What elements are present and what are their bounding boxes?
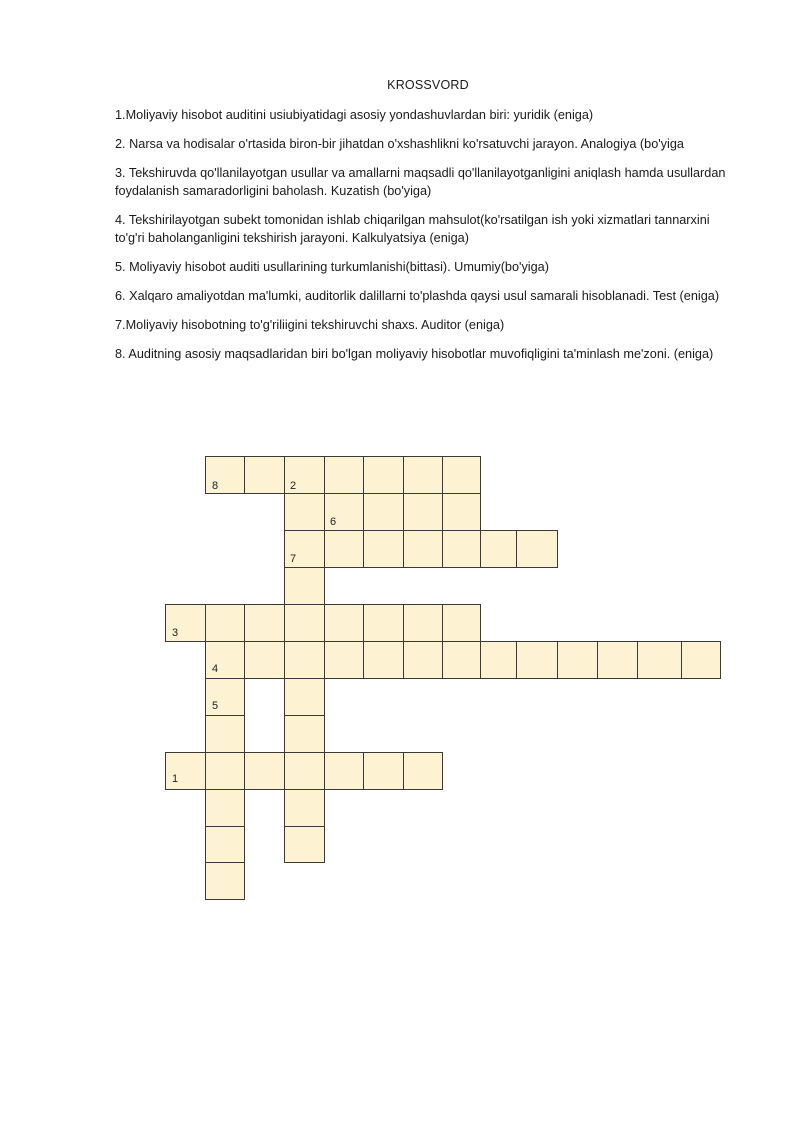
crossword-cell[interactable] (205, 862, 245, 900)
crossword-cell[interactable] (284, 752, 325, 790)
crossword-cell[interactable] (324, 604, 364, 642)
clue-number-6: 6 (330, 516, 337, 528)
crossword-cell[interactable] (442, 493, 481, 531)
crossword-cell[interactable] (284, 678, 325, 716)
crossword-cell[interactable] (403, 493, 443, 531)
crossword-cell[interactable] (403, 530, 443, 568)
crossword-cell[interactable] (244, 752, 285, 790)
crossword-cell[interactable] (284, 715, 325, 753)
clue-5: 5. Moliyaviy hisobot auditi usullarining turkumlanishi(bittasi). Umumiy(bo'yiga) (115, 260, 549, 274)
crossword-cell[interactable] (205, 456, 245, 494)
crossword-cell[interactable] (637, 641, 682, 679)
crossword-cell[interactable] (324, 641, 364, 679)
crossword-cell[interactable] (363, 604, 404, 642)
clue-1: 1.Moliyaviy hisobot auditini usiubiyatidagi asosiy yondashuvlardan biri: yuridik (eniga) (115, 108, 594, 122)
clue-7: 7.Moliyaviy hisobotning to'g'riliigini tekshiruvchi shaxs. Auditor (eniga) (115, 318, 505, 332)
crossword-cell[interactable] (284, 826, 325, 863)
crossword-cell[interactable] (442, 456, 481, 494)
clue-number-8: 8 (212, 480, 219, 492)
clue-number-1: 1 (172, 773, 179, 785)
clue-number-4: 4 (212, 663, 219, 675)
clue-number-3: 3 (172, 627, 179, 639)
crossword-cell[interactable] (442, 530, 481, 568)
crossword-cell[interactable] (480, 530, 517, 568)
crossword-cell[interactable] (597, 641, 638, 679)
crossword-cell[interactable] (363, 456, 404, 494)
crossword-cell[interactable] (324, 456, 364, 494)
crossword-cell[interactable] (324, 530, 364, 568)
crossword-cell[interactable] (480, 641, 517, 679)
crossword-cell[interactable] (284, 604, 325, 642)
crossword-cell[interactable] (324, 752, 364, 790)
crossword-cell[interactable] (205, 678, 245, 716)
crossword-cell[interactable] (205, 604, 245, 642)
crossword-cell[interactable] (681, 641, 721, 679)
crossword-cell[interactable] (205, 826, 245, 863)
crossword-cell[interactable] (363, 530, 404, 568)
crossword-cell[interactable] (205, 789, 245, 827)
crossword-cell[interactable] (442, 641, 481, 679)
crossword-cell[interactable] (403, 752, 443, 790)
clue-3: 3. Tekshiruvda qo'llanilayotgan usullar va amallarni maqsadli qo'llanilayotganligini aniqlash hamda usullardan foydalanish samaradorligini baholash. Kuzatish (bo'yiga) (115, 166, 729, 198)
clue-2: 2. Narsa va hodisalar o'rtasida biron-bir jihatdan o'xshashlikni ko'rsatuvchi jarayon. Analogiya (bo'yiga (115, 137, 684, 151)
crossword-cell[interactable] (284, 641, 325, 679)
crossword-cell[interactable] (363, 752, 404, 790)
clue-4: 4. Tekshirilayotgan subekt tomonidan ishlab chiqarilgan mahsulot(ko'rsatilgan ish yoki xizmatlari tannarxini to'g'ri baholanganligini tekshirish jarayoni. Kalkulyatsiya (eniga) (115, 213, 714, 245)
crossword-cell[interactable] (284, 493, 325, 531)
clue-number-7: 7 (290, 553, 297, 565)
page-title: KROSSVORD (387, 78, 469, 92)
crossword-cell[interactable] (403, 604, 443, 642)
clue-number-2: 2 (290, 480, 297, 492)
crossword-cell[interactable] (284, 789, 325, 827)
crossword-cell[interactable] (205, 715, 245, 753)
crossword-cell[interactable] (205, 641, 245, 679)
crossword-cell[interactable] (363, 641, 404, 679)
clue-number-5: 5 (212, 700, 219, 712)
crossword-cell[interactable] (205, 752, 245, 790)
crossword-cell[interactable] (403, 641, 443, 679)
clue-8: 8. Auditning asosiy maqsadlaridan biri bo'lgan moliyaviy hisobotlar muvofiqligini ta'minlash me'zoni. (eniga) (115, 347, 714, 361)
crossword-cell[interactable] (244, 604, 285, 642)
crossword-cell[interactable] (516, 641, 558, 679)
crossword-cell[interactable] (284, 567, 325, 605)
crossword-cell[interactable] (557, 641, 598, 679)
crossword-cell[interactable] (516, 530, 558, 568)
crossword-cell[interactable] (244, 641, 285, 679)
clue-6: 6. Xalqaro amaliyotdan ma'lumki, auditorlik dalillarni to'plashda qaysi usul samarali hisoblanadi. Test (eniga) (115, 289, 720, 303)
crossword-cell[interactable] (363, 493, 404, 531)
crossword-cell[interactable] (442, 604, 481, 642)
crossword-cell[interactable] (244, 456, 285, 494)
crossword-cell[interactable] (403, 456, 443, 494)
